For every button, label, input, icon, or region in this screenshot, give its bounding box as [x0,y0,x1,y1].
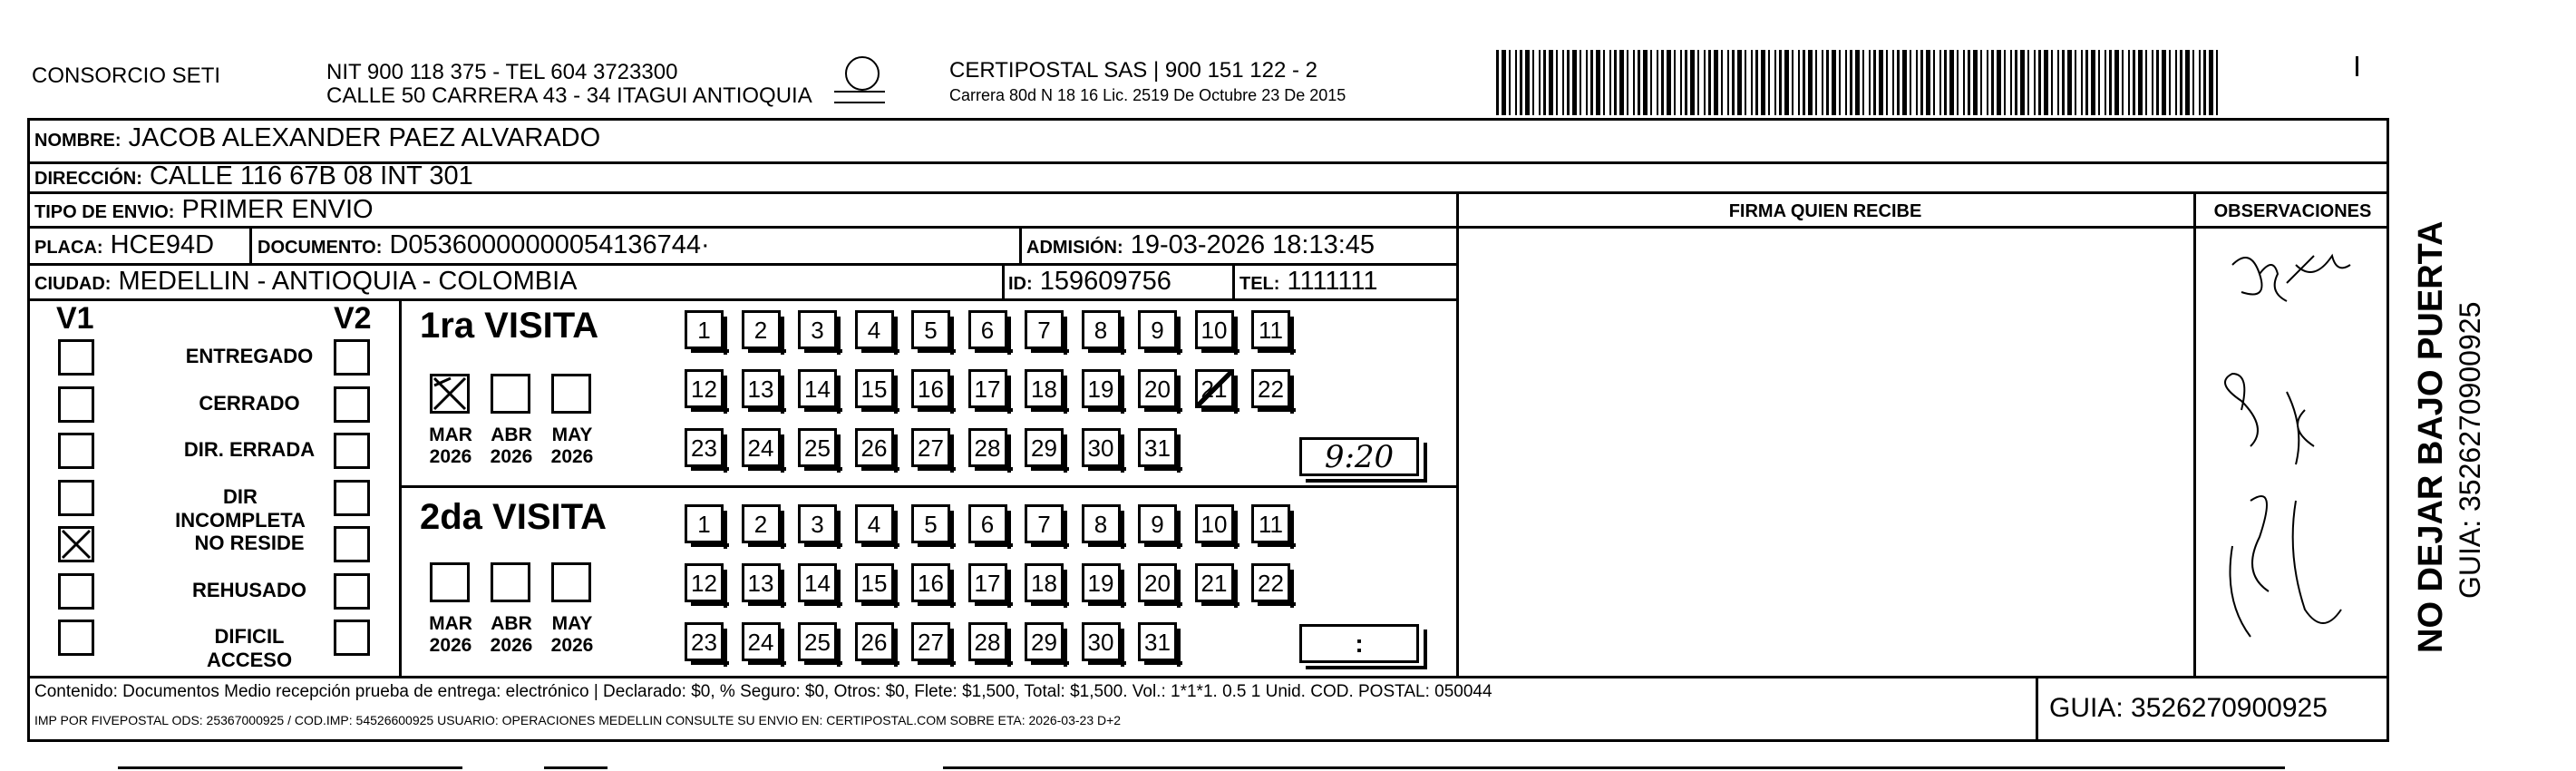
direccion-value: CALLE 116 67B 08 INT 301 [149,161,473,190]
status-label: DIFICIL ACCESO [206,625,293,671]
visit2-day-box[interactable]: 7 [1025,504,1064,543]
visit2-month-checkbox[interactable] [430,562,470,602]
visit1-month-label [542,425,602,468]
visit1-day-box[interactable]: 8 [1082,310,1121,349]
visit1-day-box[interactable]: 10 [1195,310,1234,349]
nit-line: NIT 900 118 375 - TEL 604 3723300 [326,60,678,84]
documento-label: DOCUMENTO: [258,238,383,258]
v1-checkbox[interactable] [58,480,94,516]
observaciones-label: OBSERVACIONES [2213,201,2372,221]
visit1-month-checkbox[interactable] [430,374,470,414]
v1-label: V1 [56,301,94,336]
documento-value: D05360000000054136744· [389,230,710,259]
visit2-month-checkbox[interactable] [551,562,591,602]
visit1-month-checkbox[interactable] [551,374,591,414]
v1-checkbox[interactable] [58,620,94,656]
visit2-day-box[interactable]: 28 [968,622,1007,661]
visit2-day-box[interactable]: 9 [1138,504,1177,543]
month-year: 2026 [429,446,472,467]
visit1-day-box[interactable]: 11 [1251,310,1290,349]
month-year: 2026 [550,635,594,656]
status-label: ENTREGADO [185,345,314,367]
v2-checkbox[interactable] [334,433,370,469]
visit1-day-box[interactable]: 5 [911,310,950,349]
visit2-day-box[interactable]: 27 [911,622,950,661]
visit2-day-box[interactable]: 21 [1195,563,1234,602]
month-year: 2026 [429,635,472,656]
visit1-day-box[interactable]: 29 [1025,428,1064,467]
tipo-label: TIPO DE ENVIO: [34,202,175,222]
firma-label: FIRMA QUIEN RECIBE [1728,201,1922,221]
certipostal-logo-icon [845,56,880,91]
month-name: ABR [491,613,532,634]
visit2-time-shadow [1306,629,1427,669]
visit1-month-label [481,425,541,468]
visit2-day-box[interactable]: 10 [1195,504,1234,543]
id-row [1008,267,1171,297]
visit2-day-box[interactable]: 14 [798,563,837,602]
visit1-day-box[interactable]: 15 [855,369,894,408]
ciudad-row [34,267,578,297]
visit1-day-box[interactable]: 22 [1251,369,1290,408]
visit2-day-box[interactable]: 22 [1251,563,1290,602]
visit2-month-label [542,613,602,657]
v2-label: V2 [334,301,372,336]
logo-underline-icon [834,91,885,103]
v1-checkbox[interactable] [58,573,94,610]
footer-guia: GUIA: 3526270900925 [2049,693,2328,723]
nombre-value: JACOB ALEXANDER PAEZ ALVARADO [128,123,601,152]
visit1-day-box[interactable]: 26 [855,428,894,467]
visit2-day-box[interactable]: 29 [1025,622,1064,661]
visit1-day-box[interactable]: 27 [911,428,950,467]
admision-row [1026,230,1375,260]
tel-row [1239,267,1378,297]
side-warning: NO DEJAR BAJO PUERTA [2412,220,2450,653]
visit2-day-box[interactable]: 2 [742,504,781,543]
placa-row [34,230,214,260]
visit2-time-box[interactable]: : [1299,624,1419,663]
visit1-time-box[interactable]: 9:20 [1299,437,1419,476]
nombre-row [34,123,600,153]
visit2-day-box[interactable]: 12 [685,563,724,602]
visit1-time-shadow [1306,443,1427,483]
visit2-day-box[interactable]: 5 [911,504,950,543]
visit2-day-box[interactable]: 4 [855,504,894,543]
visit1-title: 1ra VISITA [420,306,599,346]
visit2-day-box[interactable]: 26 [855,622,894,661]
visit1-day-box[interactable]: 12 [685,369,724,408]
visit2-day-box[interactable]: 30 [1082,622,1121,661]
v1-checkbox[interactable] [58,526,94,562]
placa-label: PLACA: [34,238,103,258]
visit2-day-box[interactable]: 11 [1251,504,1290,543]
month-name: MAR [429,613,472,634]
month-name: MAY [551,613,593,634]
bottom-line [544,766,608,769]
visit2-day-box[interactable]: 1 [685,504,724,543]
check-x-icon [433,376,467,411]
visit1-day-box[interactable]: 30 [1082,428,1121,467]
v1-checkbox[interactable] [58,433,94,469]
barcode [1496,50,2221,115]
month-year: 2026 [490,635,533,656]
month-name: MAY [551,425,593,445]
visit2-title: 2da VISITA [420,497,607,537]
visit1-day-box[interactable]: 9 [1138,310,1177,349]
visit1-day-box[interactable]: 19 [1082,369,1121,408]
direccion-row [34,161,473,191]
visit2-day-box[interactable]: 16 [911,563,950,602]
visit2-month-checkbox[interactable] [491,562,530,602]
visit2-day-box[interactable]: 24 [742,622,781,661]
visit1-day-box[interactable]: 3 [798,310,837,349]
v2-checkbox[interactable] [334,573,370,610]
visit2-day-box[interactable]: 13 [742,563,781,602]
visit1-day-box[interactable]: 18 [1025,369,1064,408]
visit1-day-box[interactable]: 14 [798,369,837,408]
ciudad-label: CIUDAD: [34,274,112,294]
month-year: 2026 [490,446,533,467]
visit2-day-box[interactable]: 15 [855,563,894,602]
month-name: ABR [491,425,532,445]
tel-label: TEL: [1239,274,1280,294]
status-label: DIR. ERRADA [183,438,316,461]
visit2-day-box[interactable]: 25 [798,622,837,661]
visit1-day-box[interactable]: 13 [742,369,781,408]
visit1-day-box[interactable]: 25 [798,428,837,467]
admision-label: ADMISIÓN: [1026,238,1123,258]
visit2-day-box[interactable]: 17 [968,563,1007,602]
certipostal-line: CERTIPOSTAL SAS | 900 151 122 - 2 [949,58,1317,83]
tel-value: 1111111 [1287,267,1378,296]
month-year: 2026 [550,446,594,467]
v1-checkbox[interactable] [58,339,94,376]
check-x-icon [61,529,92,560]
ciudad-value: MEDELLIN - ANTIOQUIA - COLOMBIA [118,267,578,296]
visit2-day-box[interactable]: 20 [1138,563,1177,602]
visit1-day-box[interactable]: 2 [742,310,781,349]
visit1-day-box[interactable]: 17 [968,369,1007,408]
placa-value: HCE94D [110,230,215,259]
v2-checkbox[interactable] [334,480,370,516]
visit1-day-box[interactable]: 24 [742,428,781,467]
address-line: CALLE 50 CARRERA 43 - 34 ITAGUI ANTIOQUIA [326,83,812,108]
status-label: NO RESIDE [194,532,305,554]
v2-checkbox[interactable] [334,386,370,423]
id-value: 159609756 [1039,267,1171,296]
tipo-value: PRIMER ENVIO [181,195,374,224]
company-name: CONSORCIO SETI [32,63,221,88]
visit1-day-box[interactable]: 21 [1195,369,1234,408]
month-name: MAR [429,425,472,445]
v2-checkbox[interactable] [334,620,370,656]
visit2-day-box[interactable]: 31 [1138,622,1177,661]
bottom-line [943,766,2285,769]
status-label: CERRADO [199,391,300,415]
mark [2356,56,2358,76]
status-label: REHUSADO [192,578,306,601]
visit2-day-box[interactable]: 18 [1025,563,1064,602]
tipo-row [34,195,374,225]
v2-checkbox[interactable] [334,526,370,562]
visit1-day-box[interactable]: 23 [685,428,724,467]
visit2-day-box[interactable]: 19 [1082,563,1121,602]
documento-row [258,230,710,260]
visit1-day-box[interactable]: 16 [911,369,950,408]
visit1-day-box[interactable]: 28 [968,428,1007,467]
visit2-day-box[interactable]: 8 [1082,504,1121,543]
visit1-day-box[interactable]: 6 [968,310,1007,349]
bottom-line [118,766,462,769]
status-label: DIR INCOMPLETA [175,484,306,532]
visit1-month-label [421,425,481,468]
footer-contenido: Contenido: Documentos Medio recepción prueba de entrega: electrónico | Declarado: $0, % Seguro: $0, Otros: $0, Flete: $1,500, Total: $1,500. Vol.: 1*1*1. 0.5 1 Unid. COD. POSTAL: 050044 [34,682,1492,701]
admision-value: 19-03-2026 18:13:45 [1130,230,1375,259]
visit2-day-box[interactable]: 3 [798,504,837,543]
visit2-month-label [481,613,541,657]
visit1-day-box[interactable]: 4 [855,310,894,349]
visit1-month-checkbox[interactable] [491,374,530,414]
id-label: ID: [1008,274,1033,294]
handwritten-observations-icon [2196,229,2388,673]
side-guia: GUIA: 3526270900925 [2454,301,2486,599]
v1-checkbox[interactable] [58,386,94,423]
visit1-day-box[interactable]: 20 [1138,369,1177,408]
certipostal-license: Carrera 80d N 18 16 Lic. 2519 De Octubre 23 De 2015 [949,86,1346,104]
v2-checkbox[interactable] [334,339,370,376]
visit2-day-box[interactable]: 23 [685,622,724,661]
visit2-day-box[interactable]: 6 [968,504,1007,543]
direccion-label: DIRECCIÓN: [34,169,142,189]
visit2-month-label [421,613,481,657]
visit1-day-box[interactable]: 31 [1138,428,1177,467]
nombre-label: NOMBRE: [34,131,122,151]
visit1-day-box[interactable]: 7 [1025,310,1064,349]
visit1-day-box[interactable]: 1 [685,310,724,349]
footer-imp: IMP POR FIVEPOSTAL ODS: 25367000925 / COD.IMP: 54526600925 USUARIO: OPERACIONES MEDELLIN CONSULTE SU ENVIO EN: CERTIPOSTAL.COM SOBRE ETA: 2026-03-23 D+2 [34,713,1122,727]
